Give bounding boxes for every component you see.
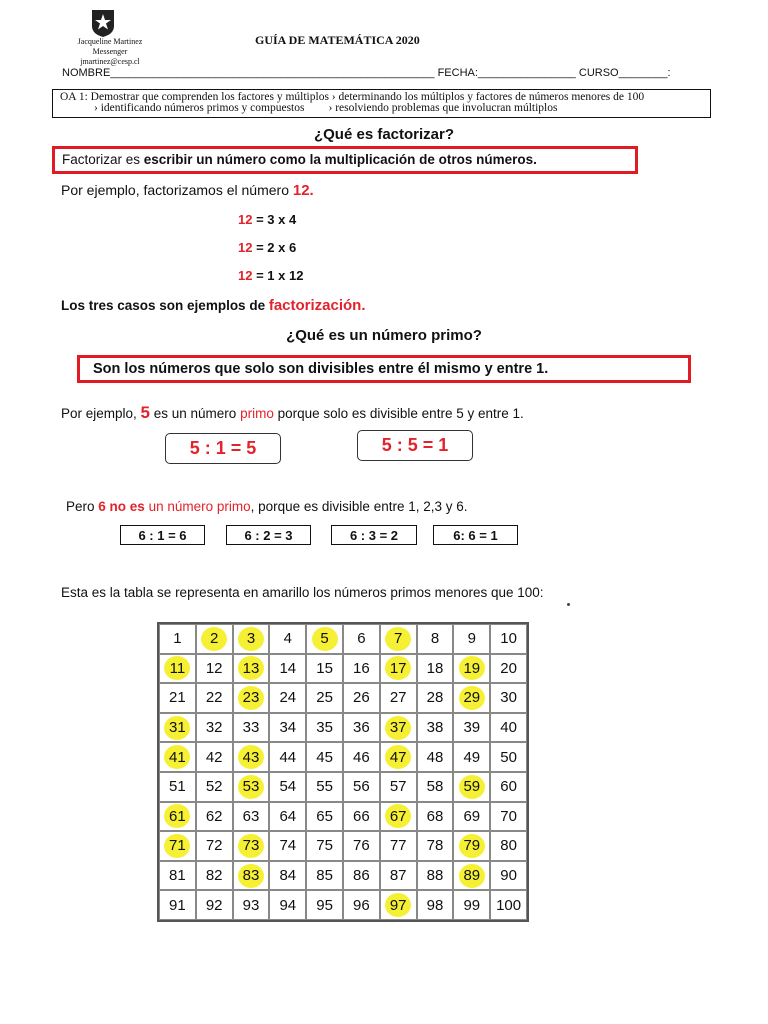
grid-cell bbox=[196, 831, 233, 861]
fecha-label: FECHA: bbox=[437, 67, 478, 79]
grid-cell bbox=[417, 861, 454, 891]
equation-2 bbox=[238, 240, 296, 255]
grid-cell bbox=[196, 772, 233, 802]
grid-cell bbox=[233, 742, 270, 772]
grid-cell bbox=[417, 683, 454, 713]
grid-cell bbox=[380, 890, 417, 920]
author-block bbox=[60, 37, 160, 67]
grid-number: 13 bbox=[242, 659, 260, 677]
grid-cell bbox=[490, 654, 527, 684]
grid-number: 55 bbox=[316, 778, 333, 796]
primo-heading: ¿Qué es un número primo? bbox=[286, 327, 482, 344]
grid-cell bbox=[453, 890, 490, 920]
grid-number: 81 bbox=[169, 867, 186, 885]
grid-number: 5 bbox=[320, 630, 329, 648]
grid-cell bbox=[380, 802, 417, 832]
grid-number: 44 bbox=[279, 748, 297, 766]
student-info-row: NOMBRE_____________________________________________________ FECHA:________________ CURSO________: bbox=[62, 67, 671, 79]
grid-number: 37 bbox=[389, 719, 407, 737]
grid-cell bbox=[343, 654, 380, 684]
grid-number: 22 bbox=[205, 689, 223, 707]
objective-bullet-1: › identificando números primos y compuestos bbox=[94, 102, 305, 114]
grid-cell bbox=[343, 683, 380, 713]
grid-number: 7 bbox=[394, 630, 403, 648]
grid-cell bbox=[343, 831, 380, 861]
grid-number: 67 bbox=[389, 807, 407, 825]
grid-number: 15 bbox=[316, 659, 333, 677]
grid-number: 82 bbox=[205, 867, 223, 885]
division-box-small: 6 : 1 = 6 bbox=[120, 525, 205, 545]
grid-cell bbox=[233, 861, 270, 891]
grid-cell bbox=[453, 772, 490, 802]
grid-number: 2 bbox=[210, 630, 219, 648]
grid-number: 52 bbox=[205, 778, 223, 796]
division-box: 5 : 5 = 1 bbox=[357, 430, 473, 461]
grid-number: 94 bbox=[279, 896, 297, 914]
grid-number: 62 bbox=[205, 807, 223, 825]
grid-cell bbox=[269, 890, 306, 920]
grid-cell bbox=[490, 713, 527, 743]
primo-definition: Son los números que solo son divisibles entre él mismo y entre 1. bbox=[93, 361, 549, 377]
grid-cell bbox=[417, 624, 454, 654]
grid-cell bbox=[159, 890, 196, 920]
grid-number: 53 bbox=[242, 778, 260, 796]
factorizar-example bbox=[61, 182, 314, 199]
grid-cell bbox=[343, 742, 380, 772]
grid-number: 11 bbox=[169, 659, 186, 677]
grid-number: 9 bbox=[467, 630, 476, 648]
grid-cell bbox=[196, 654, 233, 684]
grid-cell bbox=[343, 713, 380, 743]
grid-number: 21 bbox=[169, 689, 186, 707]
grid-cell bbox=[453, 624, 490, 654]
grid-cell bbox=[417, 654, 454, 684]
grid-cell bbox=[269, 624, 306, 654]
grid-cell bbox=[196, 802, 233, 832]
grid-cell bbox=[490, 772, 527, 802]
grid-number: 72 bbox=[205, 837, 223, 855]
grid-cell bbox=[233, 802, 270, 832]
grid-cell bbox=[306, 742, 343, 772]
grid-cell bbox=[343, 772, 380, 802]
counter-bold: 6 no es bbox=[98, 499, 145, 514]
grid-number: 25 bbox=[316, 689, 333, 707]
grid-number: 68 bbox=[426, 807, 444, 825]
grid-number: 17 bbox=[389, 659, 407, 677]
grid-cell bbox=[453, 742, 490, 772]
grid-cell bbox=[380, 831, 417, 861]
grid-cell bbox=[233, 683, 270, 713]
grid-cell bbox=[233, 713, 270, 743]
grid-cell bbox=[196, 890, 233, 920]
grid-cell bbox=[380, 654, 417, 684]
objective-line-1: OA 1: Demostrar que comprenden los factores y múltiplos › determinando los múltiplos y factores de números menores de 100 bbox=[60, 91, 645, 103]
grid-cell bbox=[306, 802, 343, 832]
division-box-small: 6 : 2 = 3 bbox=[226, 525, 311, 545]
objective-line-2 bbox=[94, 102, 557, 114]
grid-number: 48 bbox=[426, 748, 444, 766]
grid-number: 38 bbox=[426, 719, 444, 737]
grid-number: 20 bbox=[500, 659, 517, 677]
grid-cell bbox=[417, 772, 454, 802]
grid-number: 84 bbox=[279, 867, 297, 885]
grid-cell bbox=[159, 713, 196, 743]
example-post: porque solo es divisible entre 5 y entre 1. bbox=[273, 406, 524, 421]
grid-number: 57 bbox=[389, 778, 407, 796]
grid-number: 100 bbox=[496, 896, 522, 914]
grid-cell bbox=[343, 890, 380, 920]
grid-number: 78 bbox=[426, 837, 444, 855]
grid-number: 34 bbox=[279, 719, 297, 737]
definition-bold: escribir un número como la multiplicación de otros números. bbox=[143, 152, 537, 167]
grid-number: 36 bbox=[353, 719, 370, 737]
grid-cell bbox=[490, 683, 527, 713]
grid-number: 76 bbox=[353, 837, 370, 855]
grid-number: 60 bbox=[500, 778, 517, 796]
grid-number: 27 bbox=[389, 689, 407, 707]
grid-cell bbox=[453, 802, 490, 832]
grid-number: 18 bbox=[426, 659, 444, 677]
counter-example bbox=[66, 499, 468, 514]
grid-cell bbox=[269, 683, 306, 713]
grid-cell bbox=[343, 802, 380, 832]
factorizacion-conclusion bbox=[61, 297, 366, 314]
grid-number: 79 bbox=[463, 837, 481, 855]
grid-cell bbox=[196, 624, 233, 654]
grid-cell bbox=[159, 624, 196, 654]
grid-cell bbox=[233, 654, 270, 684]
counter-red: un número primo bbox=[144, 499, 251, 514]
grid-cell bbox=[380, 772, 417, 802]
grid-cell bbox=[159, 683, 196, 713]
grid-cell bbox=[417, 742, 454, 772]
grid-number: 12 bbox=[205, 659, 223, 677]
grid-number: 80 bbox=[500, 837, 517, 855]
grid-number: 40 bbox=[500, 719, 517, 737]
grid-number: 58 bbox=[426, 778, 444, 796]
example-num: 5 bbox=[140, 403, 151, 422]
grid-number: 56 bbox=[353, 778, 370, 796]
grid-cell bbox=[453, 654, 490, 684]
division-box-small: 6 : 3 = 2 bbox=[331, 525, 417, 545]
grid-cell bbox=[490, 861, 527, 891]
table-caption: Esta es la tabla se representa en amarillo los números primos menores que 100: bbox=[61, 585, 544, 600]
grid-cell bbox=[453, 713, 490, 743]
grid-number: 16 bbox=[353, 659, 370, 677]
grid-cell bbox=[306, 890, 343, 920]
grid-number: 19 bbox=[463, 659, 481, 677]
grid-cell bbox=[380, 742, 417, 772]
factorizar-heading: ¿Qué es factorizar? bbox=[313, 126, 455, 143]
grid-number: 46 bbox=[353, 748, 370, 766]
equation-rhs: = 1 x 12 bbox=[256, 268, 304, 283]
grid-cell bbox=[269, 831, 306, 861]
grid-cell bbox=[159, 742, 196, 772]
grid-number: 65 bbox=[316, 807, 333, 825]
grid-number: 14 bbox=[279, 659, 297, 677]
grid-cell bbox=[453, 683, 490, 713]
grid-cell bbox=[159, 654, 196, 684]
grid-number: 23 bbox=[242, 689, 260, 707]
grid-cell bbox=[159, 802, 196, 832]
grid-cell bbox=[417, 831, 454, 861]
grid-number: 89 bbox=[463, 867, 481, 885]
grid-number: 4 bbox=[283, 630, 292, 648]
grid-number: 90 bbox=[500, 867, 517, 885]
grid-cell bbox=[159, 831, 196, 861]
grid-number: 86 bbox=[353, 867, 370, 885]
grid-cell bbox=[269, 713, 306, 743]
grid-number: 30 bbox=[500, 689, 517, 707]
grid-number: 8 bbox=[430, 630, 440, 648]
grid-number: 42 bbox=[205, 748, 223, 766]
counter-post: , porque es divisible entre 1, 2,3 y 6. bbox=[250, 499, 468, 514]
grid-number: 35 bbox=[316, 719, 333, 737]
grid-cell bbox=[233, 772, 270, 802]
grid-cell bbox=[306, 772, 343, 802]
grid-cell bbox=[233, 890, 270, 920]
counter-pre: Pero bbox=[66, 499, 99, 514]
grid-cell bbox=[306, 713, 343, 743]
grid-number: 50 bbox=[500, 748, 517, 766]
page-title: GUÍA DE MATEMÁTICA 2020 bbox=[255, 33, 420, 47]
grid-number: 47 bbox=[389, 748, 407, 766]
grid-number: 95 bbox=[316, 896, 333, 914]
grid-cell bbox=[306, 861, 343, 891]
grid-cell bbox=[490, 802, 527, 832]
grid-cell bbox=[306, 683, 343, 713]
grid-number: 32 bbox=[205, 719, 223, 737]
grid-number: 10 bbox=[500, 630, 517, 648]
grid-number: 96 bbox=[353, 896, 370, 914]
equation-lhs: 12 bbox=[238, 240, 253, 255]
grid-number: 93 bbox=[242, 896, 260, 914]
grid-number: 83 bbox=[242, 867, 260, 885]
grid-cell bbox=[417, 713, 454, 743]
nombre-label: NOMBRE bbox=[62, 67, 111, 79]
grid-number: 69 bbox=[463, 807, 481, 825]
grid-cell bbox=[196, 861, 233, 891]
grid-cell bbox=[159, 772, 196, 802]
definition-plain: Factorizar es bbox=[62, 152, 144, 167]
grid-cell bbox=[417, 802, 454, 832]
grid-cell bbox=[490, 624, 527, 654]
grid-number: 6 bbox=[357, 630, 366, 648]
grid-number: 49 bbox=[463, 748, 481, 766]
grid-cell bbox=[343, 861, 380, 891]
grid-number: 3 bbox=[246, 630, 256, 648]
factorizar-definition-box bbox=[52, 146, 638, 174]
grid-cell bbox=[233, 624, 270, 654]
grid-number: 98 bbox=[426, 896, 444, 914]
grid-cell bbox=[417, 890, 454, 920]
grid-number: 41 bbox=[169, 748, 186, 766]
grid-cell bbox=[306, 624, 343, 654]
grid-number: 43 bbox=[242, 748, 260, 766]
grid-number: 70 bbox=[500, 807, 517, 825]
school-logo-icon bbox=[90, 8, 116, 38]
curso-label: CURSO bbox=[578, 67, 619, 79]
grid-cell bbox=[306, 654, 343, 684]
grid-number: 24 bbox=[279, 689, 297, 707]
equation-1 bbox=[238, 212, 296, 227]
grid-number: 29 bbox=[463, 689, 481, 707]
grid-number: 45 bbox=[316, 748, 333, 766]
grid-cell bbox=[453, 861, 490, 891]
grid-cell bbox=[380, 713, 417, 743]
equation-lhs: 12 bbox=[238, 268, 253, 283]
objective-bullet-2: › resolviendo problemas que involucran múltiplos bbox=[328, 102, 558, 114]
grid-number: 54 bbox=[279, 778, 297, 796]
grid-number: 63 bbox=[242, 807, 260, 825]
equation-3 bbox=[238, 268, 303, 283]
primo-example bbox=[61, 403, 524, 423]
grid-number: 39 bbox=[463, 719, 481, 737]
grid-number: 61 bbox=[169, 807, 186, 825]
grid-number: 51 bbox=[169, 778, 186, 796]
grid-number: 75 bbox=[316, 837, 333, 855]
grid-cell bbox=[380, 683, 417, 713]
grid-number: 1 bbox=[173, 630, 182, 648]
grid-number: 64 bbox=[279, 807, 297, 825]
grid-number: 59 bbox=[463, 778, 481, 796]
grid-cell bbox=[233, 831, 270, 861]
example-text: Por ejemplo, factorizamos el número bbox=[61, 182, 293, 198]
grid-number: 73 bbox=[242, 837, 260, 855]
grid-cell bbox=[269, 772, 306, 802]
grid-number: 99 bbox=[463, 896, 481, 914]
grid-number: 71 bbox=[169, 837, 186, 855]
grid-cell bbox=[159, 861, 196, 891]
grid-number: 85 bbox=[316, 867, 333, 885]
grid-cell bbox=[490, 742, 527, 772]
grid-number: 28 bbox=[426, 689, 444, 707]
grid-number: 74 bbox=[279, 837, 297, 855]
grid-number: 77 bbox=[389, 837, 407, 855]
grid-cell bbox=[490, 890, 527, 920]
stray-mark bbox=[567, 603, 570, 606]
grid-number: 87 bbox=[389, 867, 407, 885]
example-word: primo bbox=[240, 406, 274, 421]
grid-cell bbox=[343, 624, 380, 654]
equation-rhs: = 2 x 6 bbox=[256, 240, 297, 255]
grid-cell bbox=[380, 624, 417, 654]
author-email: jmartinez@cesp.cl bbox=[80, 57, 140, 66]
grid-number: 31 bbox=[169, 719, 186, 737]
grid-number: 66 bbox=[353, 807, 370, 825]
equation-rhs: = 3 x 4 bbox=[256, 212, 297, 227]
grid-number: 97 bbox=[389, 896, 407, 914]
grid-number: 33 bbox=[242, 719, 260, 737]
grid-cell bbox=[453, 831, 490, 861]
division-box-small: 6: 6 = 1 bbox=[433, 525, 518, 545]
grid-cell bbox=[490, 831, 527, 861]
primo-definition-box bbox=[77, 355, 691, 383]
author-name: Jacqueline Martinez Messenger bbox=[77, 37, 143, 56]
grid-cell bbox=[196, 713, 233, 743]
example-pre: Por ejemplo, bbox=[61, 406, 141, 421]
example-number: 12. bbox=[292, 182, 314, 199]
equation-lhs: 12 bbox=[238, 212, 253, 227]
grid-cell bbox=[306, 831, 343, 861]
grid-number: 88 bbox=[426, 867, 444, 885]
grid-number: 92 bbox=[205, 896, 223, 914]
grid-number: 26 bbox=[353, 689, 370, 707]
grid-cell bbox=[196, 683, 233, 713]
conclusion-word: factorización. bbox=[268, 297, 366, 314]
grid-cell bbox=[269, 654, 306, 684]
grid-cell bbox=[269, 861, 306, 891]
conclusion-text: Los tres casos son ejemplos de bbox=[61, 298, 269, 313]
division-box: 5 : 1 = 5 bbox=[165, 433, 281, 464]
grid-cell bbox=[269, 802, 306, 832]
example-mid: es un número bbox=[150, 406, 241, 421]
grid-cell bbox=[269, 742, 306, 772]
grid-number: 91 bbox=[169, 896, 186, 914]
grid-cell bbox=[196, 742, 233, 772]
grid-cell bbox=[380, 861, 417, 891]
hundred-chart bbox=[157, 622, 529, 922]
